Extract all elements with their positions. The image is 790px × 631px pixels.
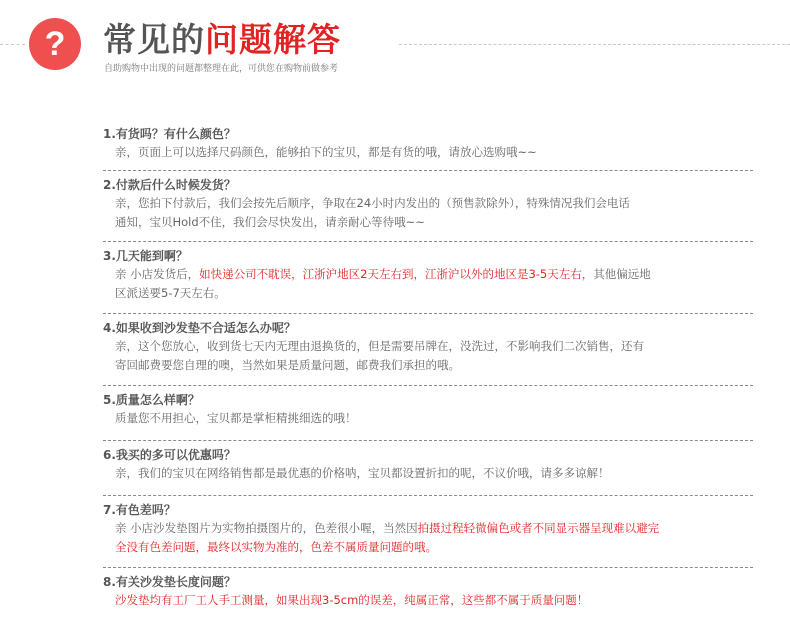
faq-item [103, 314, 753, 386]
faq-item [103, 496, 753, 568]
faq-item [103, 242, 753, 314]
page-subtitle: 自助购物中出现的问题都整理在此，可供您在购物前做参考 [104, 64, 339, 74]
faq-answer [103, 265, 753, 306]
page-title-part2: 问题解答 [205, 20, 341, 59]
faq-answer-line: 亲，您拍下付款后，我们会按先后顺序，争取在24小时内发出的（预售款除外），特殊情况我们会电话 [115, 196, 630, 210]
faq-question: 3.几天能到啊？ [103, 249, 188, 263]
faq-list [103, 120, 753, 618]
faq-question: 5.质量怎么样啊？ [103, 393, 200, 407]
header-divider-left [0, 44, 25, 45]
faq-answer-line [115, 519, 753, 538]
faq-answer-highlight: 如快递公司不耽误，江浙沪地区2天左右到，江浙沪以外的地区是3-5天左右 [199, 267, 582, 281]
page-title [103, 14, 341, 61]
faq-answer [103, 519, 753, 560]
faq-answer-highlight: 拍摄过程轻微偏色或者不同显示器呈现难以避完 [417, 521, 660, 535]
faq-item [103, 171, 753, 242]
faq-answer [103, 591, 753, 614]
faq-answer [103, 464, 753, 487]
question-mark-icon: ? [29, 18, 81, 70]
page-header [0, 0, 790, 90]
faq-answer-line: 亲，这个您放心，收到货七天内无理由退换货的，但是需要吊牌在，没洗过，不影响我们二次销售，还有 [115, 339, 644, 353]
faq-answer-line: 通知，宝贝Hold不住，我们会尽快发出，请亲耐心等待哦~~ [115, 214, 425, 229]
faq-question: 7.有色差吗？ [103, 503, 176, 517]
faq-answer [103, 194, 753, 235]
faq-answer-line: 区派送要5-7天左右。 [115, 285, 226, 300]
page-title-part1: 常见的 [103, 20, 205, 59]
faq-answer-line: 质量您不用担心，宝贝都是掌柜精挑细选的哦！ [115, 411, 357, 425]
faq-item [103, 386, 753, 441]
faq-item [103, 568, 753, 618]
faq-question: 8.有关沙发垫长度问题？ [103, 575, 236, 589]
faq-question: 4.如果收到沙发垫不合适怎么办呢？ [103, 321, 296, 335]
faq-answer [103, 409, 753, 432]
faq-answer-line: 寄回邮费要您自理的噢，当然如果是质量问题，邮费我们承担的哦。 [115, 357, 460, 372]
faq-answer-line: 亲，我们的宝贝在网络销售都是最优惠的价格呐，宝贝都设置折扣的呢，不议价哦，请多多谅解！ [115, 466, 610, 480]
faq-item [103, 441, 753, 496]
faq-answer-text: 亲 小店沙发垫图片为实物拍摄图片的，色差很小喔，当然因 [115, 521, 418, 535]
faq-answer-highlight: 沙发垫均有工厂工人手工测量，如果出现3-5cm的误差，纯属正常，这些都不属于质量问题！ [115, 593, 589, 607]
faq-answer-highlight: 全没有色差问题，最终以实物为准的，色差不属质量问题的哦。 [115, 539, 437, 554]
faq-answer-text: ，其他偏远地 [581, 267, 651, 281]
faq-question: 1.有货吗？有什么颜色？ [103, 127, 236, 141]
faq-answer-text: 亲 小店发货后， [115, 267, 200, 281]
faq-question: 6.我买的多可以优惠吗？ [103, 448, 236, 462]
faq-answer-line: 亲，页面上可以选择尺码颜色，能够拍下的宝贝，都是有货的哦，请放心选购哦~~ [115, 145, 537, 159]
header-divider-right [399, 44, 790, 45]
faq-answer [103, 337, 753, 378]
faq-answer-line [115, 265, 753, 284]
faq-question: 2.付款后什么时候发货？ [103, 178, 236, 192]
faq-item [103, 120, 753, 171]
faq-answer [103, 143, 753, 166]
